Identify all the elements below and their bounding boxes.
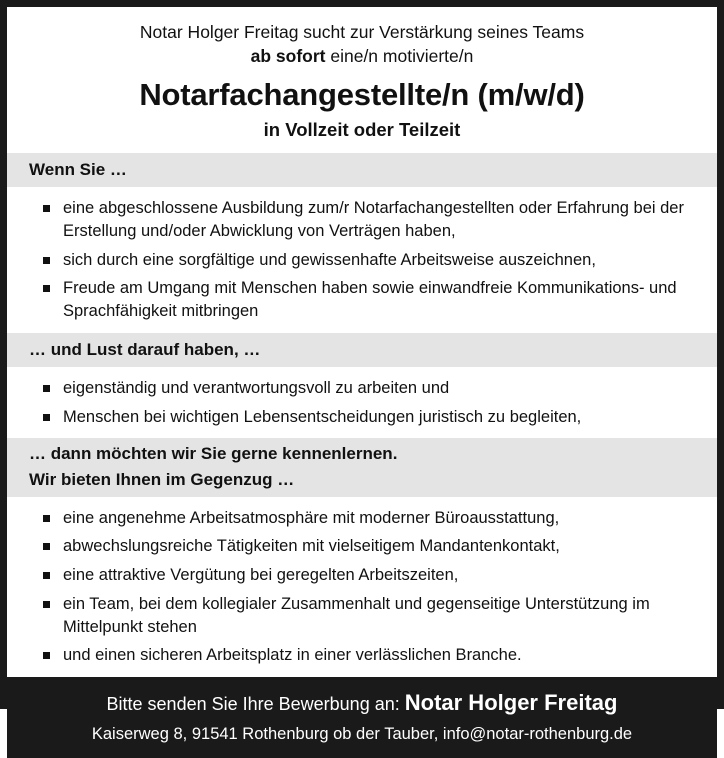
list-item-text: ein Team, bei dem kollegialer Zusammenhalt und gegenseitige Unterstützung im Mittelpunkt stehen [63,594,650,636]
benefits-list [7,497,717,678]
list-item [43,564,695,587]
list-item-text: eine attraktive Vergütung bei geregelten Arbeitszeiten, [63,566,459,585]
bullet-square-icon [43,385,50,392]
list-item [43,277,695,323]
bullet-square-icon [43,257,50,264]
header-line-1: Notar Holger Freitag sucht zur Verstärkung seines Teams [139,22,585,42]
page-subtitle: in Vollzeit oder Teilzeit [263,118,461,140]
footer-address: Kaiserweg 8, 91541 Rothenburg ob der Tauber, info@notar-rothenburg.de [91,725,633,744]
list-item [43,507,695,530]
motivation-list [7,367,717,439]
footer-employer-name: Notar Holger Freitag [404,690,618,716]
bullet-square-icon [43,601,50,608]
list-item [43,535,695,558]
list-item [43,377,695,400]
bullet-square-icon [43,572,50,579]
list-item-text: eigenständig und verantwortungsvoll zu arbeiten und [63,378,450,397]
list-item-text: Freude am Umgang mit Menschen haben sowie einwandfreie Kommunikations- und Sprachfähigkeit mitbringen [63,279,677,321]
bullet-square-icon [43,652,50,659]
list-item [43,644,695,667]
requirements-list [7,187,717,333]
section-heading-motivation: … und Lust darauf haben, … [7,333,717,367]
ad-footer [7,677,717,758]
header-line-2-bold: ab sofort [250,45,326,66]
bullet-square-icon [43,285,50,292]
list-item-text: Menschen bei wichtigen Lebensentscheidungen juristisch zu begleiten, [63,407,582,426]
bullet-square-icon [43,543,50,550]
footer-call-to-action: Bitte senden Sie Ihre Bewerbung an: [106,694,400,715]
list-item [43,406,695,429]
section-heading-closing-1: … dann möchten wir Sie gerne kennenlernen. [7,438,717,467]
list-item-text: abwechslungsreiche Tätigkeiten mit vielseitigem Mandantenkontakt, [63,537,560,556]
footer-contact-line [21,688,703,719]
list-item [43,197,695,243]
list-item-text: eine abgeschlossene Ausbildung zum/r Notarfachangestellten oder Erfahrung bei der Erstellung und/oder Abwicklung von Verträgen haben, [63,198,684,240]
header-line-2-rest: eine/n motivierte/n [325,45,474,66]
list-item-text: eine angenehme Arbeitsatmosphäre mit moderner Büroausstattung, [63,508,560,527]
list-item-text: sich durch eine sorgfältige und gewissenhafte Arbeitsweise auszeichnen, [63,250,596,269]
section-heading-closing-2: Wir bieten Ihnen im Gegenzug … [7,468,717,497]
page-title: Notarfachangestellte/n (m/w/d) [139,77,585,113]
list-item [43,249,695,272]
list-item-text: und einen sicheren Arbeitsplatz in einer verlässlichen Branche. [63,646,522,665]
ad-header [7,7,717,153]
bullet-square-icon [43,414,50,421]
header-line-2 [25,45,699,69]
bullet-square-icon [43,515,50,522]
list-item [43,593,695,639]
bullet-square-icon [43,205,50,212]
section-heading-requirements: Wenn Sie … [7,153,717,187]
